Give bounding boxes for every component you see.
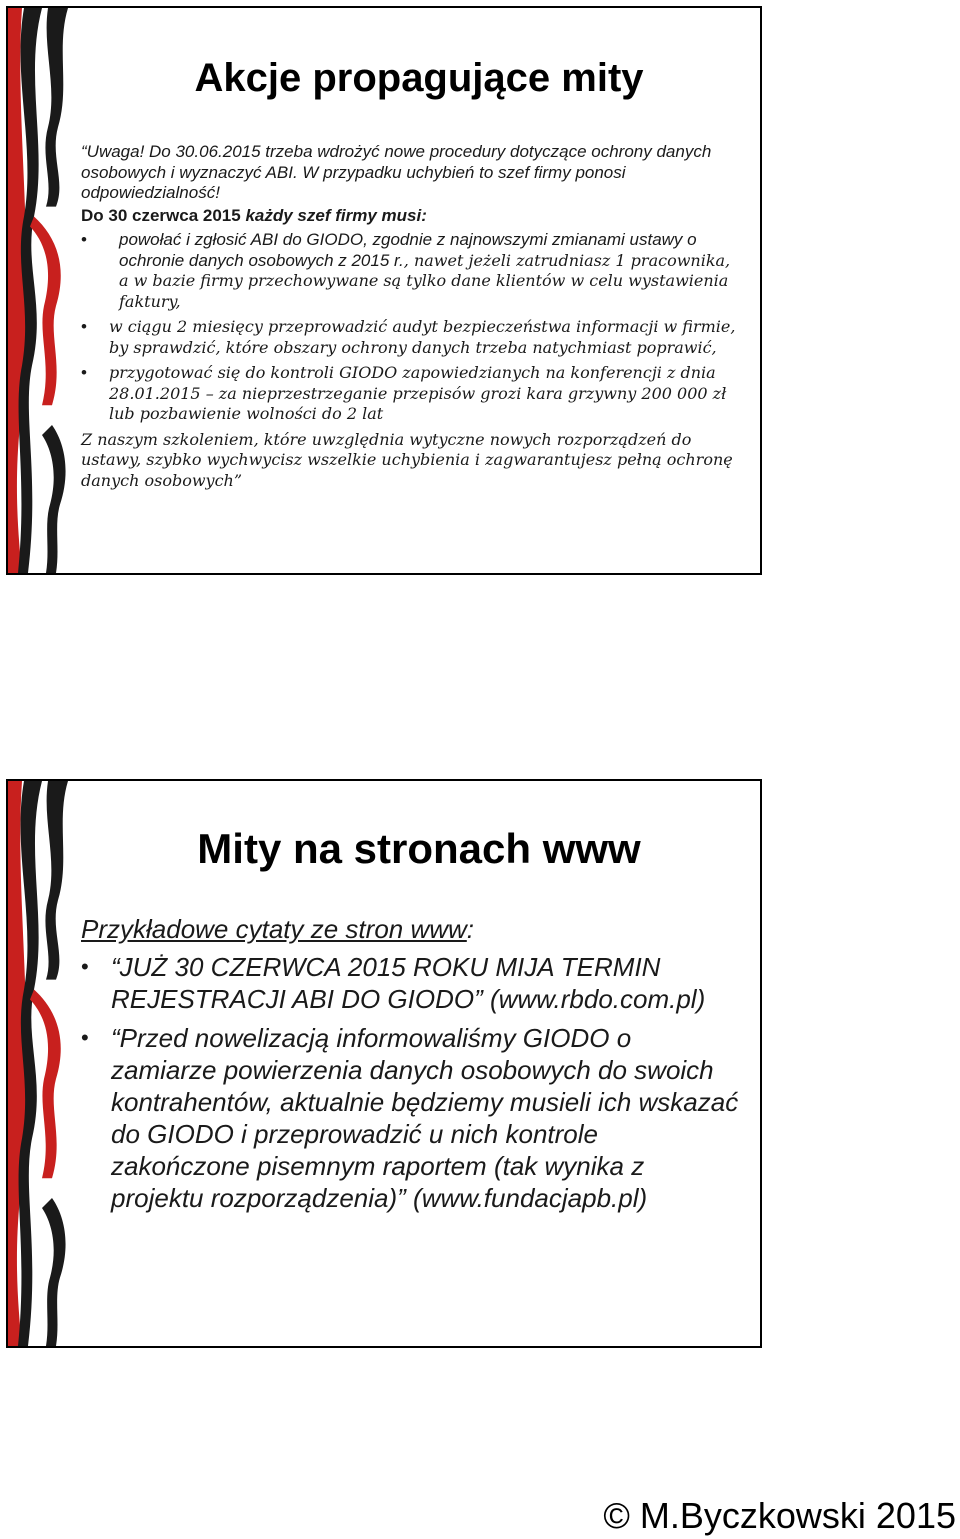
copyright-footer: © M.Byczkowski 2015	[603, 1495, 956, 1536]
requirements-list	[81, 230, 741, 425]
slide-1	[6, 6, 762, 575]
list-item: • przygotować się do kontroli GIODO zapowiedzianych na konferencji z dnia 28.01.2015 – za nieprzestrzeganie przepisów grozi kara grzywny 200 000 zł lub pozbawienie wolności do 2 lat	[81, 363, 727, 423]
heading-emphasis: każdy szef firmy musi:	[245, 205, 427, 225]
subheading: Przykładowe cytaty ze stron www:	[81, 914, 475, 944]
slide-body	[81, 142, 741, 491]
list-item: • powołać i zgłosić ABI do GIODO, zgodnie z najnowszymi zmianami ustawy o ochronie danych osobowych z 2015 r., nawet jeżeli zatrudniasz 1 pracownika, a w bazie firmy przechowywane są tylko dane klientów w celu wystawienia faktury,	[81, 230, 731, 311]
bullet-icon: •	[81, 317, 87, 336]
bullet-icon: •	[81, 230, 87, 249]
heading-prefix: Do 30 czerwca 2015	[81, 205, 246, 225]
lead-text: “Uwaga! Do 30.06.2015 trzeba wdrożyć nowe procedury dotyczące ochrony danych osobowych i wyznaczyć ABI. W przypadku uchybień to szef firmy ponosi odpowiedzialność!	[81, 142, 712, 202]
bullet-icon: •	[81, 954, 89, 979]
decorative-swirl	[8, 8, 78, 573]
bullet-icon: •	[81, 363, 87, 382]
section-heading	[81, 206, 741, 227]
decorative-swirl	[8, 781, 78, 1346]
list-item: • w ciągu 2 miesięcy przeprowadzić audyt bezpieczeństwa informacji w firmie, by sprawdzić, które obszary ochrony danych trzeba natychmiast poprawić,	[81, 317, 736, 357]
slide-body	[81, 913, 741, 1221]
closing-text: Z naszym szkoleniem, które uwzględnia wytyczne nowych rozporządzeń do ustawy, szybko wychwycisz wszelkie uchybienia i zagwarantujesz pełną ochronę danych osobowych”	[81, 429, 733, 490]
list-item: • “JUŻ 30 CZERWCA 2015 ROKU MIJA TERMIN REJESTRACJI ABI DO GIODO” (www.rbdo.com.pl)	[81, 952, 706, 1014]
quotes-list	[81, 951, 741, 1214]
bullet-icon: •	[81, 1025, 89, 1050]
list-item: • “Przed nowelizacją informowaliśmy GIODO o zamiarze powierzenia danych osobowych do swoich kontrahentów, aktualnie będziemy musieli ich wskazać do GIODO i przeprowadzić u nich kontrole zakończone pisemnym raportem (tak wynika z projektu rozporządzenia)” (www.fundacjapb.pl)	[81, 1023, 739, 1213]
slide-title: Mity na stronach www	[197, 825, 641, 872]
slide-title: Akcje propagujące mity	[194, 56, 644, 100]
slide-2	[6, 779, 762, 1348]
